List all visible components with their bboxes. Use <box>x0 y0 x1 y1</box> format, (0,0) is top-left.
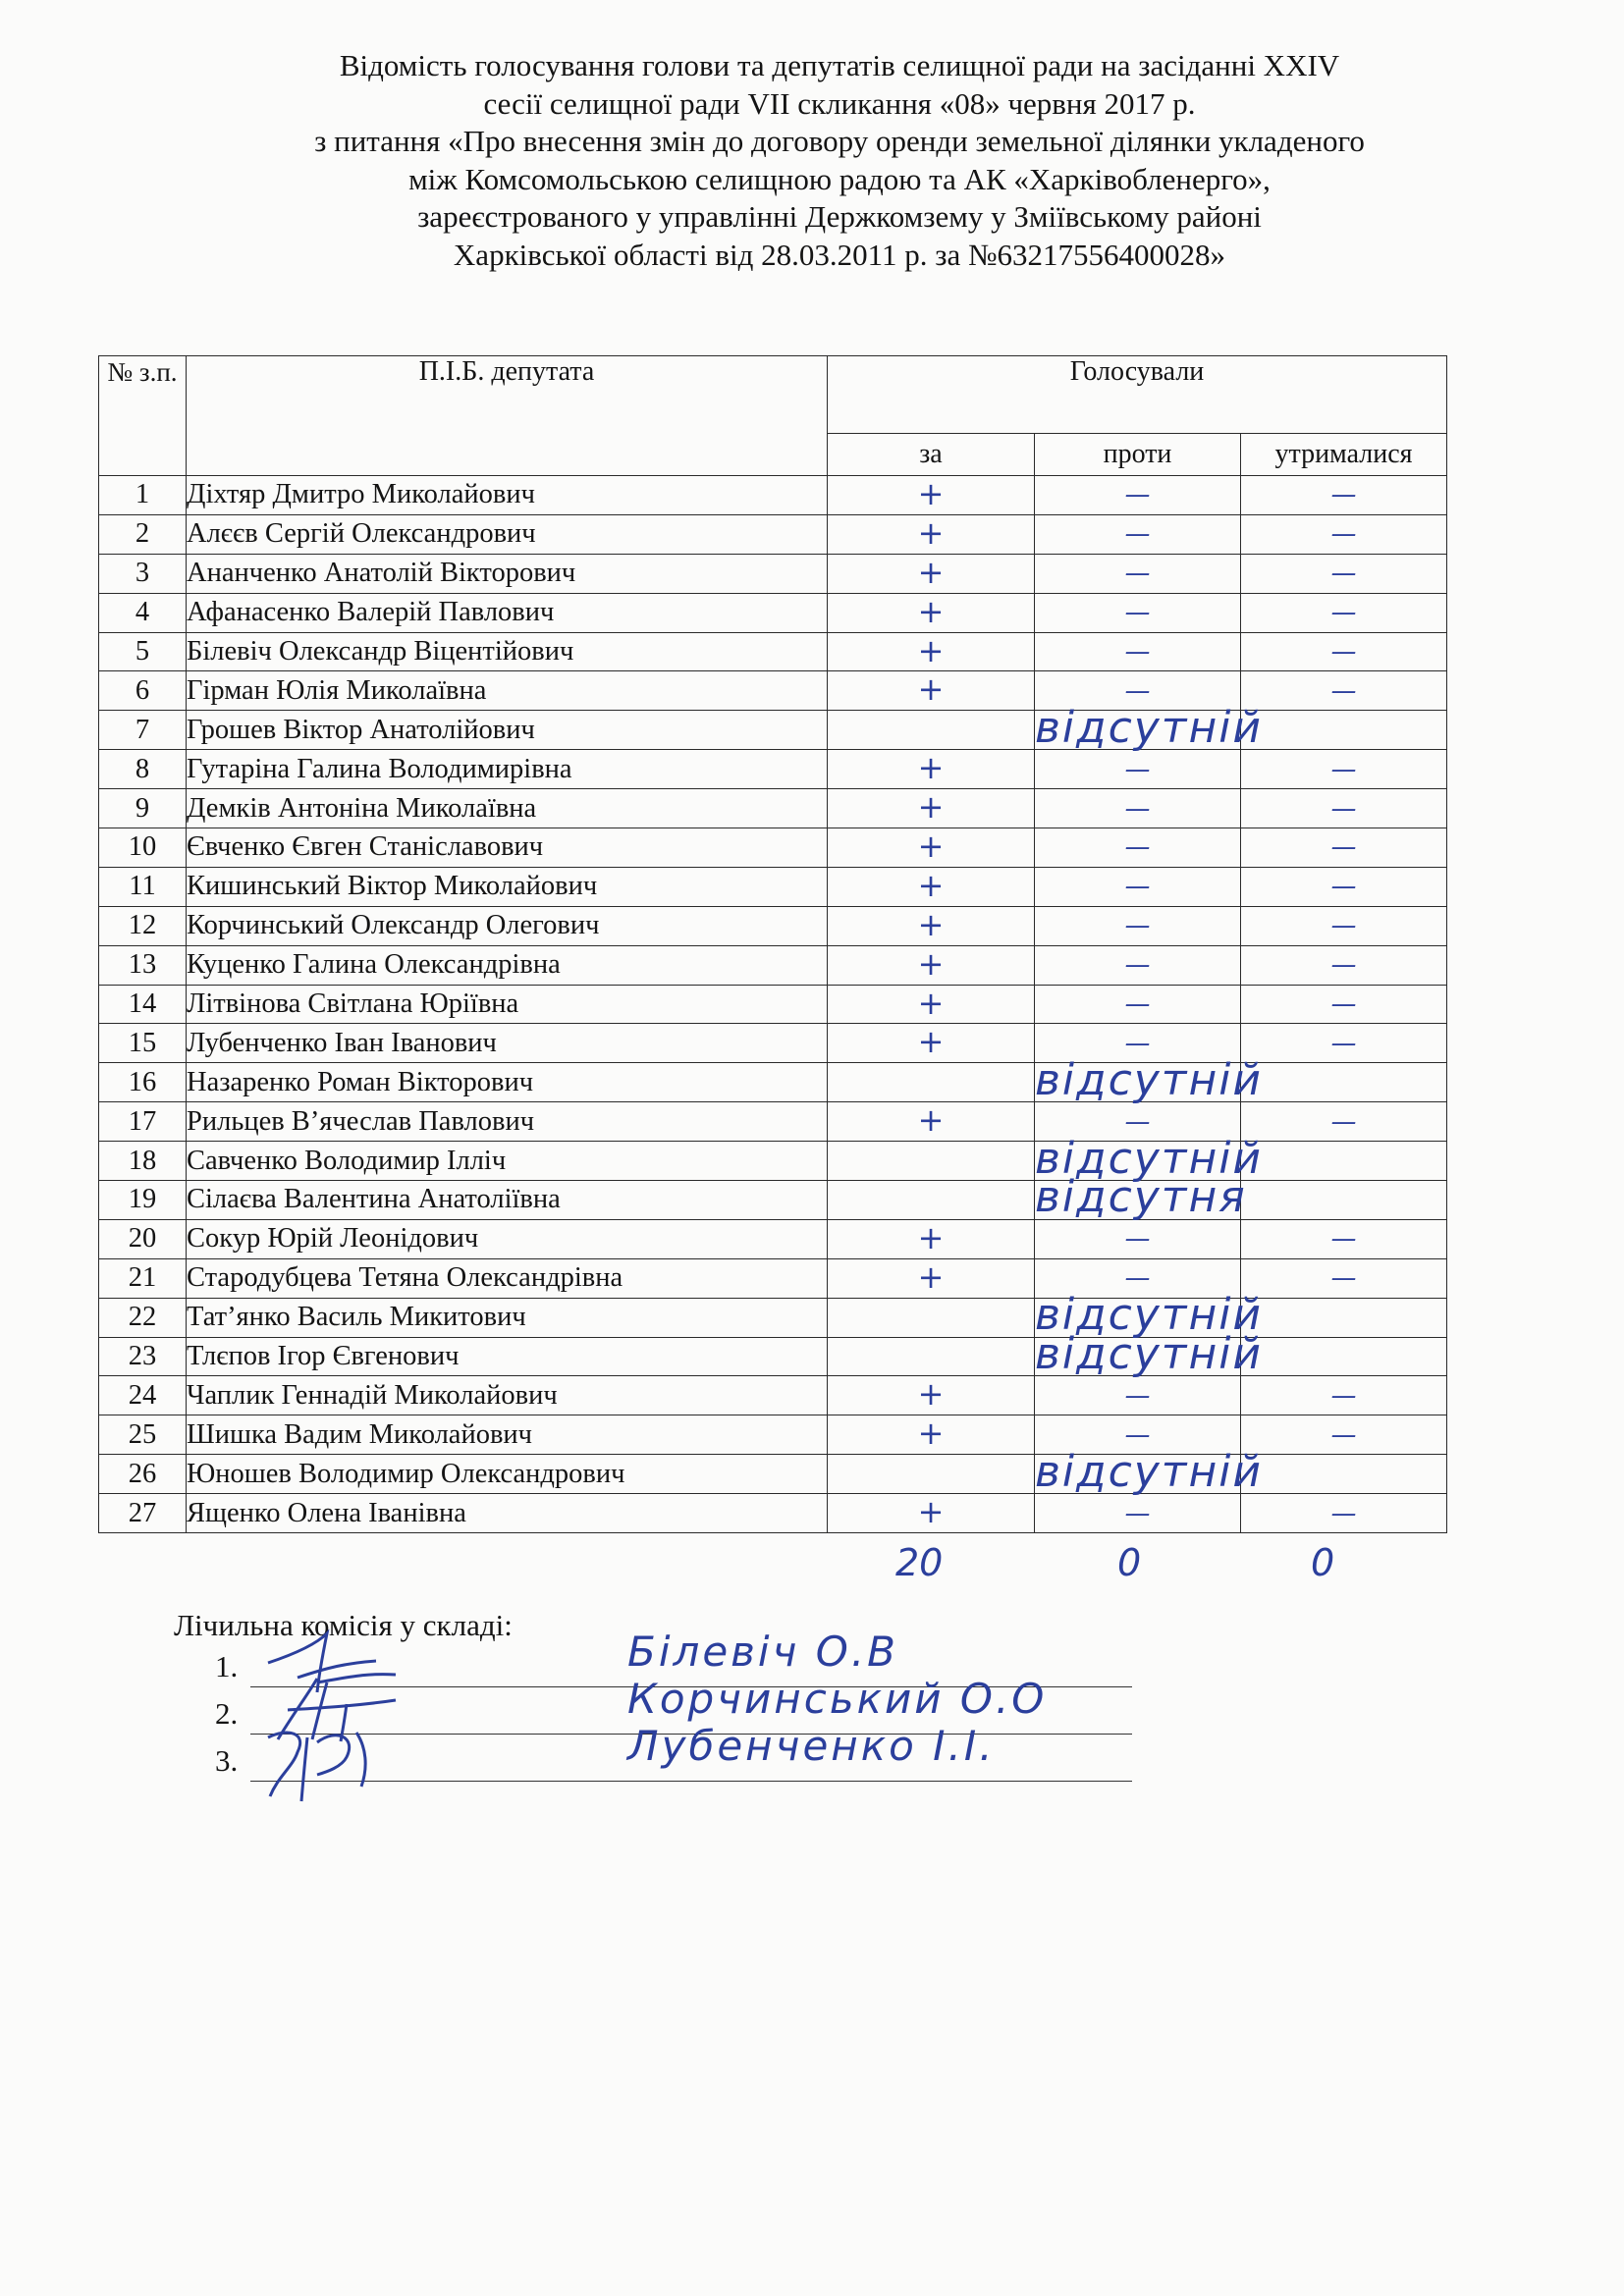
vote-cell-against <box>1035 1172 1247 1223</box>
row-number: 17 <box>99 1102 187 1142</box>
row-number: 19 <box>99 1181 187 1220</box>
header-line-2: сесії селищної ради VII скликання «08» червня 2017 р. <box>483 85 1196 121</box>
vote-cell-for <box>828 1063 1035 1102</box>
vote-cell-for <box>828 828 1035 868</box>
vote-cell-against <box>1035 1054 1264 1105</box>
vote-cell-for <box>828 1024 1035 1063</box>
table-row <box>99 476 1447 515</box>
vote-against-mark: — <box>1124 480 1151 510</box>
signature-3 <box>258 1718 406 1806</box>
total-for: 20 <box>895 1541 944 1584</box>
vote-cell-for <box>828 1219 1035 1258</box>
vote-cell-against <box>1035 945 1241 985</box>
vote-for-mark: + <box>917 592 945 630</box>
absent-note: відсутній <box>1035 702 1264 753</box>
deputy-name: Лубенченко Іван Іванович <box>187 1024 828 1063</box>
header-line-3: з питання «Про внесення змін до договору оренди земельної ділянки укладеного <box>314 124 1365 158</box>
vote-against-mark: — <box>1124 675 1151 706</box>
deputy-name: Стародубцева Тетяна Олександрівна <box>187 1258 828 1298</box>
vote-cell-against <box>1035 789 1241 828</box>
deputy-name: Євченко Євген Станіславович <box>187 828 828 868</box>
table-row <box>99 711 1447 750</box>
member-name: Лубенченко І.І. <box>627 1722 996 1770</box>
column-header-for: за <box>828 434 1035 476</box>
column-header-name: П.І.Б. депутата <box>187 356 828 476</box>
vote-cell-abstain <box>1241 1181 1447 1220</box>
vote-cell-for <box>828 1258 1035 1298</box>
vote-abstain-mark: — <box>1330 911 1357 941</box>
vote-cell-abstain <box>1241 1337 1447 1376</box>
row-number: 23 <box>99 1337 187 1376</box>
deputy-name: Алєєв Сергій Олександрович <box>187 514 828 554</box>
table-row <box>99 945 1447 985</box>
vote-cell-abstain <box>1241 593 1447 632</box>
member-name: Білевіч О.В <box>627 1628 898 1676</box>
vote-cell-abstain <box>1241 945 1447 985</box>
vote-cell-against <box>1035 1219 1241 1258</box>
vote-for-mark: + <box>917 749 945 787</box>
deputy-name: Тат’янко Василь Микитович <box>187 1298 828 1337</box>
header-line-1: Відомість голосування голови та депутатів селищної ради на засіданні XXIV <box>339 48 1340 82</box>
vote-cell-abstain <box>1241 671 1447 711</box>
row-number: 9 <box>99 789 187 828</box>
table-row <box>99 1337 1447 1376</box>
vote-cell-for <box>828 711 1035 750</box>
table-row <box>99 789 1447 828</box>
vote-cell-for <box>828 593 1035 632</box>
vote-against-mark: — <box>1124 989 1151 1020</box>
vote-cell-for <box>828 1181 1035 1220</box>
deputy-name: Ананченко Анатолій Вікторович <box>187 554 828 593</box>
deputy-name: Білевіч Олександр Віцентійович <box>187 632 828 671</box>
member-number: 3. <box>215 1743 239 1778</box>
vote-against-mark: — <box>1124 559 1151 589</box>
deputy-name: Сілаєва Валентина Анатоліївна <box>187 1181 828 1220</box>
header-line-5: зареєстрованого у управлінні Держкомзему у Зміївському районі <box>417 199 1262 234</box>
row-number: 21 <box>99 1258 187 1298</box>
vote-abstain-mark: — <box>1330 950 1357 981</box>
column-header-number: № з.п. <box>99 356 187 476</box>
row-number: 1 <box>99 476 187 515</box>
vote-cell-abstain <box>1241 985 1447 1024</box>
deputy-name: Сокур Юрій Леонідович <box>187 1219 828 1258</box>
vote-for-mark: + <box>917 670 945 709</box>
vote-cell-abstain <box>1241 1024 1447 1063</box>
vote-cell-against <box>1035 1376 1241 1415</box>
row-number: 25 <box>99 1415 187 1455</box>
member-number: 1. <box>215 1649 239 1683</box>
vote-cell-against <box>1035 702 1264 753</box>
vote-cell-abstain <box>1241 1298 1447 1337</box>
table-row <box>99 1063 1447 1102</box>
vote-abstain-mark: — <box>1330 793 1357 824</box>
vote-for-mark: + <box>917 1023 945 1061</box>
vote-abstain-mark: — <box>1330 559 1357 589</box>
table-row <box>99 867 1447 906</box>
absent-note: відсутній <box>1035 1054 1264 1105</box>
vote-cell-abstain <box>1241 711 1447 750</box>
vote-cell-abstain <box>1241 906 1447 945</box>
row-number: 8 <box>99 750 187 789</box>
row-number: 16 <box>99 1063 187 1102</box>
vote-cell-against <box>1035 632 1241 671</box>
commission-member-2 <box>215 1675 1048 1732</box>
vote-cell-abstain <box>1241 1415 1447 1455</box>
deputy-name: Кишинський Віктор Миколайович <box>187 867 828 906</box>
vote-cell-for <box>828 1376 1035 1415</box>
vote-cell-against <box>1035 985 1241 1024</box>
vote-abstain-mark: — <box>1330 1380 1357 1411</box>
deputy-name: Корчинський Олександр Олегович <box>187 906 828 945</box>
commission-member-3 <box>215 1722 996 1779</box>
vote-cell-against <box>1035 750 1241 789</box>
deputy-name: Діхтяр Дмитро Миколайович <box>187 476 828 515</box>
table-row <box>99 1219 1447 1258</box>
vote-cell-abstain <box>1241 1219 1447 1258</box>
vote-abstain-mark: — <box>1330 1498 1357 1528</box>
vote-against-mark: — <box>1124 911 1151 941</box>
commission-member-1 <box>215 1628 898 1684</box>
vote-against-mark: — <box>1124 950 1151 981</box>
absent-note: відсутній <box>1035 1290 1264 1341</box>
vote-for-mark: + <box>917 905 945 943</box>
total-abstain: 0 <box>1311 1541 1335 1584</box>
vote-cell-for <box>828 1298 1035 1337</box>
vote-cell-for <box>828 750 1035 789</box>
vote-for-mark: + <box>917 827 945 865</box>
vote-cell-for <box>828 632 1035 671</box>
vote-cell-for <box>828 789 1035 828</box>
row-number: 10 <box>99 828 187 868</box>
deputy-name: Юношев Володимир Олександрович <box>187 1455 828 1494</box>
table-row <box>99 593 1447 632</box>
vote-cell-for <box>828 1142 1035 1181</box>
row-number: 20 <box>99 1219 187 1258</box>
vote-for-mark: + <box>917 1257 945 1296</box>
deputy-name: Савченко Володимир Ілліч <box>187 1142 828 1181</box>
deputy-name: Гутаріна Галина Володимирівна <box>187 750 828 789</box>
table-row <box>99 1181 1447 1220</box>
deputy-name: Тлєпов Ігор Євгенович <box>187 1337 828 1376</box>
vote-cell-against <box>1035 593 1241 632</box>
vote-abstain-mark: — <box>1330 989 1357 1020</box>
vote-against-mark: — <box>1124 1498 1151 1528</box>
table-row <box>99 1455 1447 1494</box>
vote-for-mark: + <box>917 866 945 904</box>
deputy-name: Куценко Галина Олександрівна <box>187 945 828 985</box>
vote-cell-for <box>828 867 1035 906</box>
table-row <box>99 750 1447 789</box>
deputy-name: Грошев Віктор Анатолійович <box>187 711 828 750</box>
vote-against-mark: — <box>1124 1380 1151 1411</box>
row-number: 5 <box>99 632 187 671</box>
vote-abstain-mark: — <box>1330 832 1357 863</box>
deputy-name: Чаплик Геннадій Миколайович <box>187 1376 828 1415</box>
row-number: 18 <box>99 1142 187 1181</box>
vote-cell-abstain <box>1241 867 1447 906</box>
vote-cell-abstain <box>1241 1376 1447 1415</box>
vote-cell-abstain <box>1241 1063 1447 1102</box>
row-number: 27 <box>99 1494 187 1533</box>
vote-against-mark: — <box>1124 754 1151 784</box>
vote-abstain-mark: — <box>1330 675 1357 706</box>
vote-abstain-mark: — <box>1330 1106 1357 1137</box>
deputy-name: Літвінова Світлана Юріївна <box>187 985 828 1024</box>
vote-cell-for <box>828 514 1035 554</box>
vote-for-mark: + <box>917 788 945 827</box>
table-row <box>99 906 1447 945</box>
vote-abstain-mark: — <box>1330 754 1357 784</box>
vote-cell-against <box>1035 828 1241 868</box>
vote-cell-abstain <box>1241 1142 1447 1181</box>
absent-note: відсутній <box>1035 1446 1264 1497</box>
vote-cell-for <box>828 1494 1035 1533</box>
table-row <box>99 1494 1447 1533</box>
vote-cell-against <box>1035 906 1241 945</box>
vote-cell-against <box>1035 1494 1241 1533</box>
vote-against-mark: — <box>1124 1419 1151 1450</box>
vote-cell-for <box>828 554 1035 593</box>
table-row <box>99 985 1447 1024</box>
absent-note: відсутній <box>1035 1133 1264 1184</box>
column-header-against: проти <box>1035 434 1241 476</box>
vote-abstain-mark: — <box>1330 1263 1357 1294</box>
vote-for-mark: + <box>917 984 945 1022</box>
vote-cell-for <box>828 985 1035 1024</box>
deputy-name: Назаренко Роман Вікторович <box>187 1063 828 1102</box>
vote-cell-for <box>828 1337 1035 1376</box>
vote-against-mark: — <box>1124 832 1151 863</box>
column-header-voted: Голосували <box>828 356 1447 434</box>
vote-against-mark: — <box>1124 637 1151 667</box>
vote-for-mark: + <box>917 474 945 512</box>
vote-for-mark: + <box>917 631 945 669</box>
vote-cell-abstain <box>1241 828 1447 868</box>
header-line-4: між Комсомольською селищною радою та АК «Харківобленерго», <box>408 161 1271 196</box>
vote-for-mark: + <box>917 513 945 552</box>
table-row <box>99 632 1447 671</box>
vote-cell-for <box>828 945 1035 985</box>
vote-cell-for <box>828 476 1035 515</box>
document-header <box>147 47 1532 274</box>
vote-abstain-mark: — <box>1330 872 1357 902</box>
member-number: 2. <box>215 1696 239 1731</box>
vote-cell-against <box>1035 476 1241 515</box>
vote-against-mark: — <box>1124 1106 1151 1137</box>
voting-table <box>98 355 1447 1533</box>
vote-cell-abstain <box>1241 476 1447 515</box>
table-row <box>99 828 1447 868</box>
vote-cell-for <box>828 1455 1035 1494</box>
vote-cell-abstain <box>1241 1455 1447 1494</box>
vote-cell-abstain <box>1241 554 1447 593</box>
vote-for-mark: + <box>917 1101 945 1140</box>
row-number: 12 <box>99 906 187 945</box>
vote-cell-against <box>1035 554 1241 593</box>
row-number: 14 <box>99 985 187 1024</box>
vote-cell-against <box>1035 867 1241 906</box>
vote-cell-against <box>1035 1446 1264 1497</box>
vote-against-mark: — <box>1124 598 1151 628</box>
row-number: 2 <box>99 514 187 554</box>
row-number: 15 <box>99 1024 187 1063</box>
deputy-name: Демків Антоніна Миколаївна <box>187 789 828 828</box>
member-name: Корчинський О.О <box>627 1675 1048 1723</box>
deputy-name: Гірман Юлія Миколаївна <box>187 671 828 711</box>
vote-abstain-mark: — <box>1330 637 1357 667</box>
vote-cell-for <box>828 1102 1035 1142</box>
absent-note: відсутня <box>1035 1172 1247 1223</box>
row-number: 7 <box>99 711 187 750</box>
vote-cell-abstain <box>1241 1102 1447 1142</box>
header-line-6: Харківської області від 28.03.2011 р. за №63217556400028» <box>453 237 1226 272</box>
table-row <box>99 514 1447 554</box>
vote-cell-abstain <box>1241 789 1447 828</box>
vote-against-mark: — <box>1124 519 1151 550</box>
vote-abstain-mark: — <box>1330 480 1357 510</box>
column-header-abstain: утрималися <box>1241 434 1447 476</box>
row-number: 22 <box>99 1298 187 1337</box>
vote-cell-against <box>1035 1328 1264 1379</box>
table-row <box>99 1376 1447 1415</box>
vote-cell-abstain <box>1241 750 1447 789</box>
vote-cell-for <box>828 1415 1035 1455</box>
vote-cell-against <box>1035 514 1241 554</box>
row-number: 4 <box>99 593 187 632</box>
deputy-name: Рильцев В’ячеслав Павлович <box>187 1102 828 1142</box>
vote-for-mark: + <box>917 1415 945 1453</box>
row-number: 3 <box>99 554 187 593</box>
deputy-name: Афанасенко Валерій Павлович <box>187 593 828 632</box>
row-number: 26 <box>99 1455 187 1494</box>
vote-cell-for <box>828 671 1035 711</box>
vote-against-mark: — <box>1124 872 1151 902</box>
row-number: 11 <box>99 867 187 906</box>
vote-abstain-mark: — <box>1330 598 1357 628</box>
table-row <box>99 554 1447 593</box>
row-number: 24 <box>99 1376 187 1415</box>
deputy-name: Шишка Вадим Миколайович <box>187 1415 828 1455</box>
vote-for-mark: + <box>917 944 945 983</box>
vote-abstain-mark: — <box>1330 1419 1357 1450</box>
vote-against-mark: — <box>1124 1028 1151 1058</box>
vote-cell-abstain <box>1241 514 1447 554</box>
vote-for-mark: + <box>917 553 945 591</box>
deputy-name: Ященко Олена Іванівна <box>187 1494 828 1533</box>
vote-cell-abstain <box>1241 632 1447 671</box>
vote-for-mark: + <box>917 1493 945 1531</box>
row-number: 13 <box>99 945 187 985</box>
absent-note: відсутній <box>1035 1328 1264 1379</box>
vote-cell-abstain <box>1241 1258 1447 1298</box>
vote-cell-for <box>828 906 1035 945</box>
vote-against-mark: — <box>1124 793 1151 824</box>
vote-abstain-mark: — <box>1330 519 1357 550</box>
row-number: 6 <box>99 671 187 711</box>
vote-abstain-mark: — <box>1330 1028 1357 1058</box>
vote-abstain-mark: — <box>1330 1224 1357 1255</box>
vote-against-mark: — <box>1124 1224 1151 1255</box>
vote-for-mark: + <box>917 1218 945 1256</box>
total-against: 0 <box>1117 1541 1142 1584</box>
vote-cell-abstain <box>1241 1494 1447 1533</box>
vote-for-mark: + <box>917 1375 945 1414</box>
commission-title: Лічильна комісія у складі: <box>174 1608 513 1642</box>
vote-against-mark: — <box>1124 1263 1151 1294</box>
